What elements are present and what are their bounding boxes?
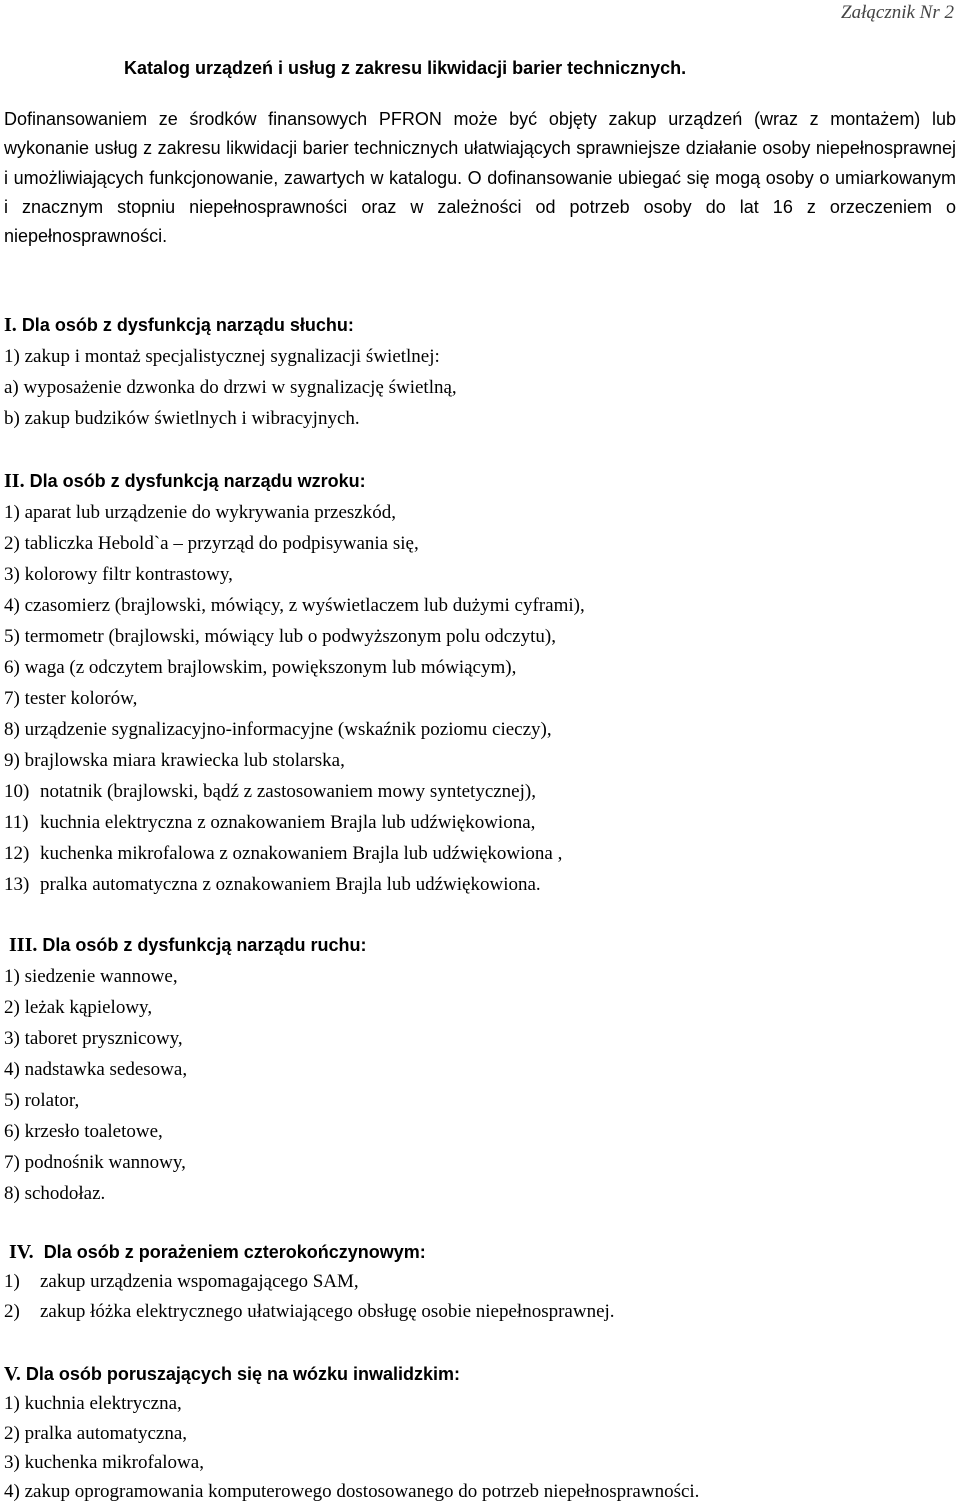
section-number: V. bbox=[4, 1363, 21, 1385]
item-number: 4) bbox=[4, 1481, 20, 1503]
item-number: 13) bbox=[4, 874, 30, 895]
list-item bbox=[4, 1389, 956, 1418]
item-number: 1) bbox=[4, 1393, 20, 1415]
item-number: 6) bbox=[4, 657, 20, 678]
item-number: 5) bbox=[4, 1090, 20, 1111]
item-text: taboret prysznicowy, bbox=[24, 1028, 183, 1049]
list-item bbox=[4, 745, 956, 776]
section-title: Dla osób z dysfunkcją narządu ruchu: bbox=[42, 935, 367, 955]
item-text: urządzenie sygnalizacyjno-informacyjne (wskaźnik poziomu cieczy), bbox=[24, 719, 552, 740]
section-title: Dla osób z dysfunkcją narządu słuchu: bbox=[21, 315, 354, 335]
item-number: 2) bbox=[4, 1301, 20, 1322]
section-heading bbox=[4, 310, 956, 341]
list-item bbox=[4, 528, 956, 559]
item-number: 10) bbox=[4, 781, 30, 802]
item-number: 1) bbox=[4, 502, 20, 523]
attachment-label: Załącznik Nr 2 bbox=[841, 2, 954, 23]
section-hearing bbox=[4, 310, 956, 434]
item-number: 2) bbox=[4, 1422, 20, 1444]
item-text: pralka automatyczna, bbox=[24, 1422, 188, 1444]
item-number: 12) bbox=[4, 843, 30, 864]
list-item bbox=[4, 683, 956, 714]
list-item bbox=[4, 590, 956, 621]
item-text: podnośnik wannowy, bbox=[24, 1152, 186, 1173]
item-number: a) bbox=[4, 377, 19, 398]
item-text: zakup oprogramowania komputerowego dostosowanego do potrzeb niepełnosprawności. bbox=[24, 1481, 700, 1503]
list-item bbox=[4, 869, 956, 900]
section-title: Dla osób z porażeniem czterokończynowym: bbox=[43, 1242, 426, 1262]
item-number: 3) bbox=[4, 1028, 20, 1049]
item-number: 3) bbox=[4, 1451, 20, 1473]
section-number: II. bbox=[4, 470, 25, 492]
section-number: I. bbox=[4, 314, 17, 336]
item-number: 6) bbox=[4, 1121, 20, 1142]
document-title: Katalog urządzeń i usług z zakresu likwidacji barier technicznych. bbox=[124, 58, 687, 78]
item-text: zakup budzików świetlnych i wibracyjnych. bbox=[24, 408, 360, 429]
list-item bbox=[4, 1116, 956, 1147]
item-text: zakup i montaż specjalistycznej sygnalizacji świetlnej: bbox=[24, 346, 440, 367]
item-text: aparat lub urządzenie do wykrywania przeszkód, bbox=[24, 502, 396, 523]
item-text: kuchenka mikrofalowa, bbox=[24, 1451, 204, 1473]
item-number: 2) bbox=[4, 997, 20, 1018]
section-heading bbox=[4, 1237, 956, 1267]
section-title: Dla osób poruszających się na wózku inwalidzkim: bbox=[25, 1364, 460, 1384]
section-number: IV. bbox=[9, 1241, 34, 1263]
item-text: krzesło toaletowe, bbox=[24, 1121, 163, 1142]
section-number: III. bbox=[9, 934, 38, 956]
item-number: 1) bbox=[4, 1271, 20, 1292]
section-heading bbox=[4, 1360, 956, 1389]
item-number: 7) bbox=[4, 688, 20, 709]
item-text: siedzenie wannowe, bbox=[24, 966, 178, 987]
item-text: kolorowy filtr kontrastowy, bbox=[24, 564, 233, 585]
item-number: 11) bbox=[4, 812, 29, 833]
list-item bbox=[4, 341, 956, 372]
list-item bbox=[4, 1297, 956, 1327]
list-item bbox=[4, 1178, 956, 1209]
item-text: rolator, bbox=[24, 1090, 80, 1111]
section-vision bbox=[4, 466, 956, 900]
section-wheelchair bbox=[4, 1360, 956, 1506]
item-text: termometr (brajlowski, mówiący lub o podwyższonym polu odczytu), bbox=[24, 626, 556, 647]
list-item bbox=[4, 652, 956, 683]
section-heading bbox=[4, 930, 956, 961]
item-text: schodołaz. bbox=[24, 1183, 106, 1204]
intro-paragraph: Dofinansowaniem ze środków finansowych PFRON może być objęty zakup urządzeń (wraz z montażem) lub wykonanie usług z zakresu likwidacji barier technicznych ułatwiających sprawniejsze działanie osoby niepełnosprawnej i umożliwiających funkcjonowanie, zawartych w katalogu. O dofinansowanie ubiegać się mogą osoby o umiarkowanym i znacznym stopniu niepełnosprawności oraz w zależności od potrzeb osoby do lat 16 z orzeczeniem o niepełnosprawności. bbox=[4, 109, 956, 247]
list-item bbox=[4, 961, 956, 992]
item-number: 4) bbox=[4, 595, 20, 616]
list-item bbox=[4, 497, 956, 528]
section-heading bbox=[4, 466, 956, 497]
item-number: 1) bbox=[4, 346, 20, 367]
list-item bbox=[4, 621, 956, 652]
item-text: pralka automatyczna z oznakowaniem Brajla lub udźwiękowiona. bbox=[40, 874, 541, 895]
item-text: brajlowska miara krawiecka lub stolarska, bbox=[24, 750, 345, 771]
item-text: wyposażenie dzwonka do drzwi w sygnalizację świetlną, bbox=[23, 377, 457, 398]
list-item bbox=[4, 776, 956, 807]
list-item bbox=[4, 1085, 956, 1116]
item-number: 1) bbox=[4, 966, 20, 987]
list-item bbox=[4, 1054, 956, 1085]
section-title: Dla osób z dysfunkcją narządu wzroku: bbox=[29, 471, 366, 491]
item-number: 4) bbox=[4, 1059, 20, 1080]
item-text: nadstawka sedesowa, bbox=[24, 1059, 188, 1080]
item-text: waga (z odczytem brajlowskim, powiększonym lub mówiącym), bbox=[24, 657, 517, 678]
section-quadriplegia bbox=[4, 1237, 956, 1327]
list-item bbox=[4, 403, 956, 434]
list-item bbox=[4, 372, 956, 403]
list-item bbox=[4, 992, 956, 1023]
item-text: kuchenka mikrofalowa z oznakowaniem Brajla lub udźwiękowiona , bbox=[40, 843, 563, 864]
item-text: zakup łóżka elektrycznego ułatwiającego obsługę osobie niepełnosprawnej. bbox=[40, 1301, 615, 1322]
item-number: 5) bbox=[4, 626, 20, 647]
item-number: 2) bbox=[4, 533, 20, 554]
item-text: czasomierz (brajlowski, mówiący, z wyświetlaczem lub dużymi cyframi), bbox=[24, 595, 585, 616]
list-item bbox=[4, 807, 956, 838]
item-number: 8) bbox=[4, 1183, 20, 1204]
list-item bbox=[4, 1267, 956, 1297]
item-text: kuchnia elektryczna z oznakowaniem Brajla lub udźwiękowiona, bbox=[40, 812, 536, 833]
item-text: notatnik (brajlowski, bądź z zastosowaniem mowy syntetycznej), bbox=[40, 781, 536, 802]
item-text: zakup urządzenia wspomagającego SAM, bbox=[40, 1271, 359, 1292]
item-text: tester kolorów, bbox=[24, 688, 138, 709]
list-item bbox=[4, 1477, 956, 1506]
list-item bbox=[4, 838, 956, 869]
item-text: kuchnia elektryczna, bbox=[24, 1393, 182, 1415]
item-number: b) bbox=[4, 408, 20, 429]
item-number: 9) bbox=[4, 750, 20, 771]
list-item bbox=[4, 1147, 956, 1178]
list-item bbox=[4, 1023, 956, 1054]
item-number: 7) bbox=[4, 1152, 20, 1173]
item-text: leżak kąpielowy, bbox=[24, 997, 153, 1018]
item-number: 8) bbox=[4, 719, 20, 740]
list-item bbox=[4, 1419, 956, 1448]
list-item bbox=[4, 1448, 956, 1477]
item-text: tabliczka Hebold`a – przyrząd do podpisywania się, bbox=[24, 533, 419, 554]
list-item bbox=[4, 714, 956, 745]
section-mobility bbox=[4, 930, 956, 1209]
list-item bbox=[4, 559, 956, 590]
item-number: 3) bbox=[4, 564, 20, 585]
